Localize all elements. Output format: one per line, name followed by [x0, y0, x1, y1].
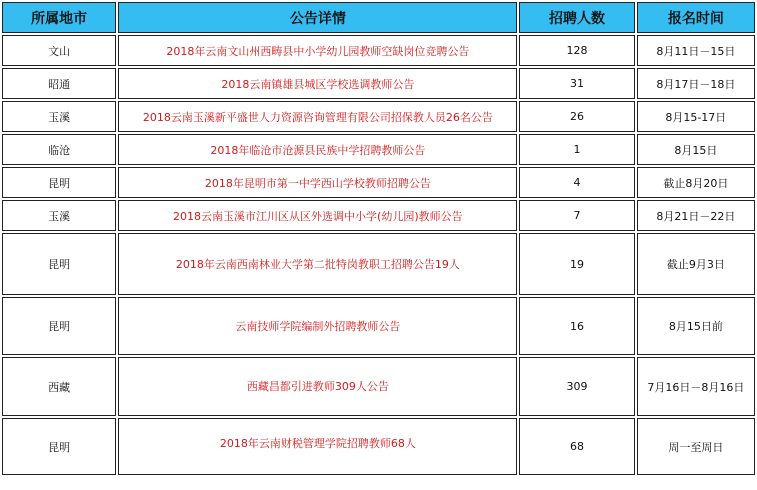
table-row	[2, 167, 755, 198]
time-cell: 截止8月20日	[637, 167, 755, 198]
time-cell: 8月15日前	[637, 297, 755, 355]
city-cell: 昆明	[2, 167, 116, 198]
table-row	[2, 35, 755, 66]
header-time: 报名时间	[637, 2, 755, 33]
city-cell: 西藏	[2, 357, 116, 416]
detail-link[interactable]: 2018年临沧市沧源县民族中学招聘教师公告	[118, 134, 517, 165]
time-cell: 8月11日－15日	[637, 35, 755, 66]
city-cell: 昆明	[2, 418, 116, 475]
time-cell: 8月15日	[637, 134, 755, 165]
detail-link[interactable]: 2018年昆明市第一中学西山学校教师招聘公告	[118, 167, 517, 198]
table-row	[2, 101, 755, 132]
table-row	[2, 297, 755, 355]
header-detail: 公告详情	[118, 2, 517, 33]
count-cell: 16	[519, 297, 634, 355]
table-row	[2, 68, 755, 99]
count-cell: 7	[519, 200, 634, 231]
count-cell: 26	[519, 101, 634, 132]
time-cell: 周一至周日	[637, 418, 755, 475]
table-row	[2, 418, 755, 475]
city-cell: 临沧	[2, 134, 116, 165]
detail-link[interactable]: 2018云南玉溪市江川区从区外选调中小学(幼儿园)教师公告	[118, 200, 517, 231]
detail-link[interactable]: 2018年云南财税管理学院招聘教师68人	[118, 418, 517, 475]
count-cell: 1	[519, 134, 634, 165]
count-cell: 31	[519, 68, 634, 99]
detail-link[interactable]: 2018云南玉溪新平盛世人力资源咨询管理有限公司招保教人员26名公告	[118, 101, 517, 132]
table-header-row	[2, 2, 755, 33]
time-cell: 截止9月3日	[637, 233, 755, 295]
city-cell: 昭通	[2, 68, 116, 99]
table-row	[2, 134, 755, 165]
detail-link[interactable]: 2018年云南文山州西畴县中小学幼儿园教师空缺岗位竞聘公告	[118, 35, 517, 66]
table-row	[2, 357, 755, 416]
count-cell: 19	[519, 233, 634, 295]
count-cell: 128	[519, 35, 634, 66]
table-row	[2, 200, 755, 231]
city-cell: 昆明	[2, 297, 116, 355]
table-row	[2, 233, 755, 295]
detail-link[interactable]: 2018云南镇雄县城区学校选调教师公告	[118, 68, 517, 99]
city-cell: 玉溪	[2, 101, 116, 132]
city-cell: 昆明	[2, 233, 116, 295]
detail-link[interactable]: 2018年云南西南林业大学第二批特岗教职工招聘公告19人	[118, 233, 517, 295]
detail-link[interactable]: 云南技师学院编制外招聘教师公告	[118, 297, 517, 355]
city-cell: 文山	[2, 35, 116, 66]
count-cell: 4	[519, 167, 634, 198]
count-cell: 68	[519, 418, 634, 475]
detail-link[interactable]: 西藏昌都引进教师309人公告	[118, 357, 517, 416]
time-cell: 8月15-17日	[637, 101, 755, 132]
header-count: 招聘人数	[519, 2, 634, 33]
time-cell: 7月16日－8月16日	[637, 357, 755, 416]
count-cell: 309	[519, 357, 634, 416]
time-cell: 8月21日－22日	[637, 200, 755, 231]
city-cell: 玉溪	[2, 200, 116, 231]
time-cell: 8月17日－18日	[637, 68, 755, 99]
header-city: 所属地市	[2, 2, 116, 33]
